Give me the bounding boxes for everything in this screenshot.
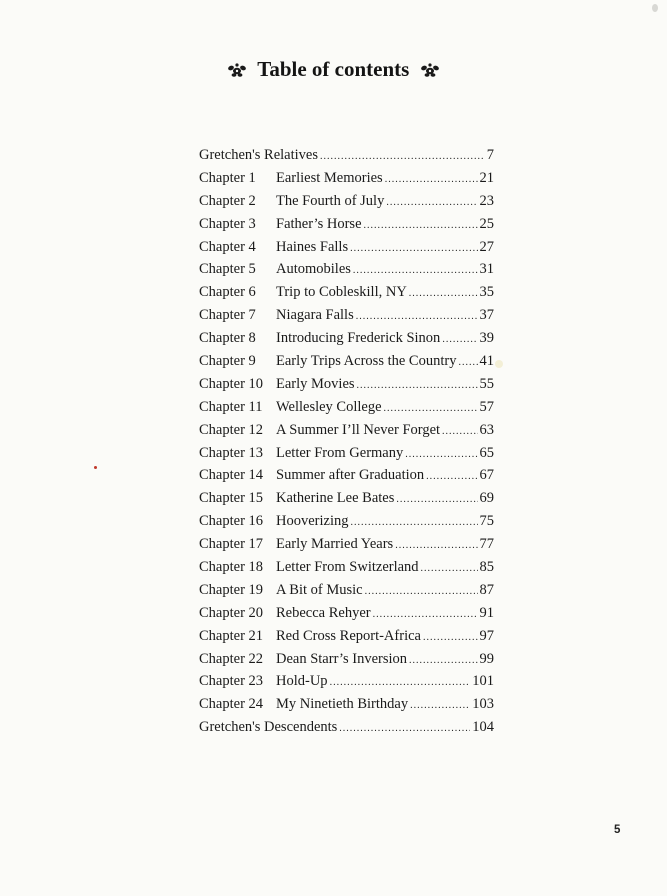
toc-chapter-label: Chapter 15	[199, 490, 264, 507]
dot-leader	[386, 192, 477, 215]
toc-title: A Summer I’ll Never Forget	[276, 421, 441, 438]
toc-entry	[199, 716, 494, 739]
scan-speck	[652, 4, 658, 12]
toc-entry	[199, 487, 494, 510]
toc-entry	[199, 648, 494, 671]
toc-entry	[199, 419, 494, 442]
toc-title: Summer after Graduation	[276, 467, 425, 484]
toc-title: Letter From Germany	[276, 444, 404, 461]
toc-page-number: 37	[479, 307, 494, 324]
toc-page-number: 67	[479, 467, 494, 484]
toc-page-number: 25	[479, 215, 494, 232]
toc-chapter-label: Chapter 20	[199, 604, 264, 621]
toc-chapter-label: Chapter 13	[199, 444, 264, 461]
toc-chapter-label: Chapter 9	[199, 353, 256, 370]
dot-leader	[458, 352, 477, 375]
dot-leader	[373, 604, 478, 627]
dot-leader	[330, 672, 471, 695]
toc-page-number: 103	[472, 696, 494, 713]
toc-page-number: 7	[486, 147, 494, 163]
toc-chapter-label: Chapter 21	[199, 627, 264, 644]
dot-leader	[410, 695, 470, 718]
toc-title: Early Trips Across the Country	[276, 353, 457, 370]
toc-page-number: 75	[479, 513, 494, 530]
toc-entry	[199, 693, 494, 716]
toc-chapter-label: Chapter 18	[199, 559, 264, 576]
toc-page-number: 63	[479, 421, 494, 438]
toc-page-number: 23	[479, 192, 494, 209]
toc-chapter-label: Chapter 22	[199, 650, 264, 667]
toc-chapter-label: Chapter 2	[199, 192, 256, 209]
dot-leader	[405, 444, 477, 467]
toc-title: Niagara Falls	[276, 307, 354, 324]
toc-chapter-label: Chapter 17	[199, 536, 264, 553]
toc-entry	[199, 396, 494, 419]
table-of-contents	[199, 144, 494, 739]
dot-leader	[442, 329, 477, 352]
dot-leader	[426, 466, 477, 489]
toc-page-number: 99	[479, 650, 494, 667]
dot-leader	[395, 535, 477, 558]
toc-chapter-label: Chapter 10	[199, 375, 264, 392]
scan-speck	[495, 360, 503, 368]
toc-title: Early Movies	[276, 375, 355, 392]
toc-entry	[199, 327, 494, 350]
toc-chapter-label: Chapter 23	[199, 673, 264, 690]
dot-leader	[421, 558, 478, 581]
toc-entry	[199, 213, 494, 236]
toc-title: Haines Falls	[276, 238, 349, 255]
toc-title: My Ninetieth Birthday	[276, 696, 409, 713]
toc-page-number: 35	[479, 284, 494, 301]
toc-title: Early Married Years	[276, 536, 394, 553]
dot-leader	[384, 398, 478, 421]
dot-leader	[409, 283, 478, 306]
toc-chapter-label: Chapter 3	[199, 215, 256, 232]
toc-chapter-label: Chapter 19	[199, 581, 264, 598]
toc-entry	[199, 579, 494, 602]
toc-page-number: 39	[479, 330, 494, 347]
toc-title: Automobiles	[276, 261, 351, 278]
toc-page-number: 85	[479, 559, 494, 576]
toc-title: The Fourth of July	[276, 192, 385, 209]
toc-title: Letter From Switzerland	[276, 559, 419, 576]
dot-leader	[423, 627, 478, 650]
toc-title: Hooverizing	[276, 513, 349, 530]
toc-title: Wellesley College	[276, 398, 382, 415]
toc-page-number: 97	[479, 627, 494, 644]
floral-ornament-icon	[226, 62, 248, 78]
toc-chapter-label: Chapter 6	[199, 284, 256, 301]
toc-entry	[199, 281, 494, 304]
toc-title: Dean Starr’s Inversion	[276, 650, 408, 667]
toc-page-number: 55	[479, 375, 494, 392]
toc-page-number: 27	[479, 238, 494, 255]
dot-leader	[396, 489, 477, 512]
toc-page-number: 77	[479, 536, 494, 553]
dot-leader	[409, 650, 477, 673]
toc-entry	[199, 556, 494, 579]
toc-page-number: 69	[479, 490, 494, 507]
toc-title: Gretchen's Relatives	[199, 147, 318, 163]
toc-page-number: 57	[479, 398, 494, 415]
toc-page-number: 87	[479, 581, 494, 598]
dot-leader	[350, 512, 477, 535]
dot-leader	[350, 238, 477, 261]
toc-chapter-label: Chapter 16	[199, 513, 264, 530]
toc-entry	[199, 258, 494, 281]
dot-leader	[339, 718, 470, 741]
dot-leader	[320, 146, 485, 169]
toc-title: Hold-Up	[276, 673, 328, 690]
toc-chapter-label: Chapter 5	[199, 261, 256, 278]
dot-leader	[353, 260, 478, 283]
page-title	[0, 55, 667, 83]
toc-page-number: 31	[479, 261, 494, 278]
dot-leader	[385, 169, 478, 192]
toc-entry	[199, 670, 494, 693]
toc-chapter-label: Chapter 24	[199, 696, 264, 713]
toc-title: Katherine Lee Bates	[276, 490, 395, 507]
toc-chapter-label: Chapter 4	[199, 238, 256, 255]
scan-speck	[94, 466, 97, 469]
toc-chapter-label: Chapter 8	[199, 330, 256, 347]
toc-page-number: 91	[479, 604, 494, 621]
toc-title: Introducing Frederick Sinon	[276, 330, 441, 347]
toc-title: Rebecca Rehyer	[276, 604, 371, 621]
toc-title: Trip to Cobleskill, NY	[276, 284, 407, 301]
title-text: Table of contents	[257, 57, 410, 81]
toc-title: Father’s Horse	[276, 215, 362, 232]
toc-entry	[199, 144, 494, 167]
toc-entry	[199, 510, 494, 533]
toc-page-number: 104	[472, 719, 494, 736]
toc-chapter-label: Chapter 1	[199, 169, 256, 186]
page-number: 5	[614, 824, 621, 836]
toc-entry	[199, 167, 494, 190]
toc-entry	[199, 442, 494, 465]
toc-title: A Bit of Music	[276, 581, 363, 598]
toc-entry	[199, 236, 494, 259]
floral-ornament-icon	[419, 62, 441, 78]
dot-leader	[365, 581, 478, 604]
toc-entry	[199, 602, 494, 625]
toc-entry	[199, 625, 494, 648]
toc-chapter-label: Chapter 12	[199, 421, 264, 438]
toc-page-number: 41	[479, 353, 494, 370]
toc-chapter-label: Chapter 7	[199, 307, 256, 324]
dot-leader	[364, 215, 478, 238]
toc-chapter-label: Chapter 11	[199, 398, 263, 415]
dot-leader	[356, 306, 478, 329]
toc-title: Red Cross Report-Africa	[276, 627, 421, 644]
toc-entry	[199, 373, 494, 396]
toc-page-number: 65	[479, 444, 494, 461]
toc-entry	[199, 190, 494, 213]
dot-leader	[442, 421, 477, 444]
toc-entry	[199, 533, 494, 556]
toc-title: Earliest Memories	[276, 169, 383, 186]
dot-leader	[357, 375, 478, 398]
toc-title: Gretchen's Descendents	[199, 719, 338, 736]
toc-entry	[199, 464, 494, 487]
toc-page-number: 101	[472, 673, 494, 690]
toc-page-number: 21	[479, 169, 494, 186]
toc-chapter-label: Chapter 14	[199, 467, 264, 484]
toc-entry	[199, 350, 494, 373]
toc-entry	[199, 304, 494, 327]
